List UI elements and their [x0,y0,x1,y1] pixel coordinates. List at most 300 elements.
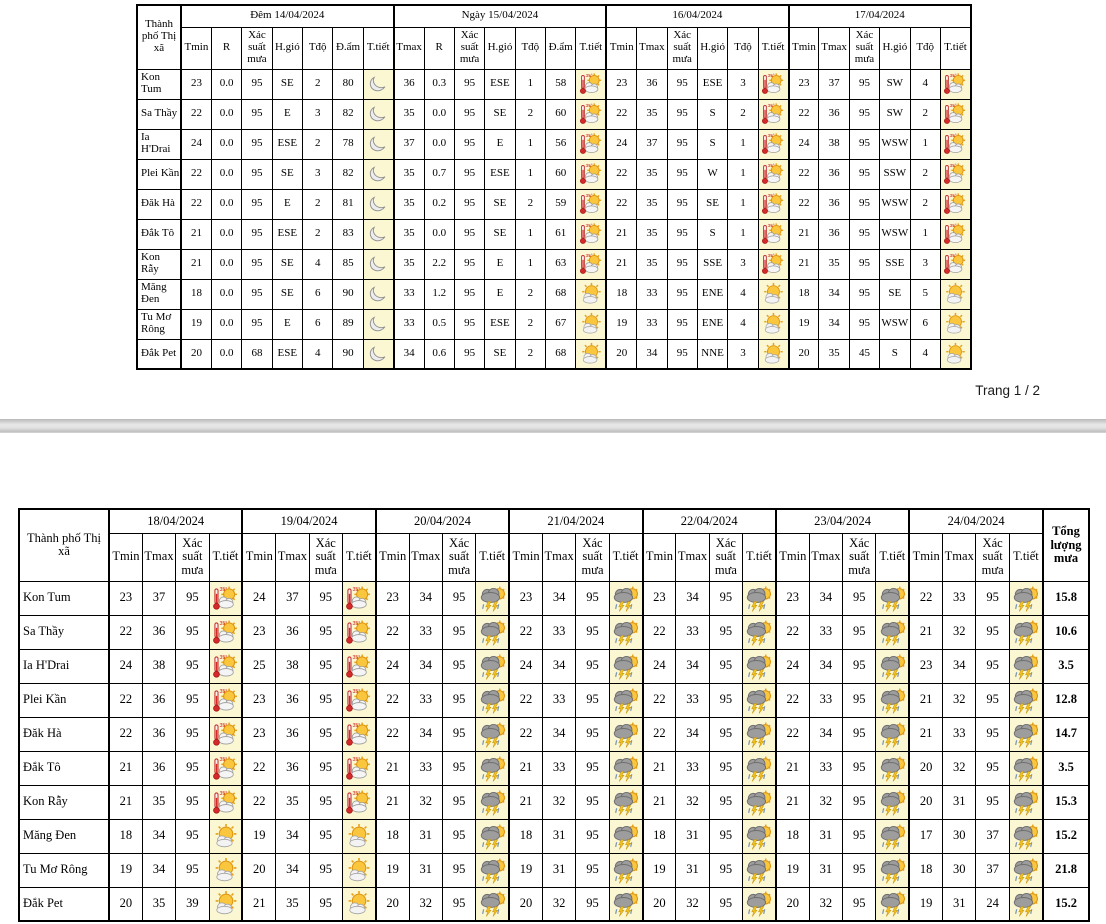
weather-cell [1009,683,1043,717]
value-cell: E [272,99,302,129]
thermometer-sun-cloud-icon [941,252,970,276]
column-header: Tmin [242,533,275,581]
weather-cell [209,717,242,751]
value-cell: 36 [276,615,309,649]
value-cell: E [272,189,302,219]
value-cell: 3 [910,249,940,279]
column-header: T.tiết [1009,533,1043,581]
thermometer-sun-cloud-icon [576,222,605,246]
value-cell: 95 [843,785,876,819]
value-cell: 19 [776,853,809,887]
value-cell: 22 [789,189,819,219]
value-cell: 21 [606,219,636,249]
value-cell: 31 [542,853,575,887]
thermometer-sun-cloud-icon [343,755,375,782]
value-cell: 22 [509,615,542,649]
value-cell: 21 [643,751,676,785]
total-rain-cell: 12.8 [1043,683,1089,717]
value-cell: SSE [880,249,910,279]
weather-cell [576,339,606,369]
value-cell: 19 [242,819,275,853]
value-cell: 95 [309,853,342,887]
value-cell: 1 [728,159,758,189]
value-cell: 95 [309,785,342,819]
value-cell: 2 [515,309,545,339]
value-cell: 31 [676,853,709,887]
value-cell: 1 [515,249,545,279]
weather-cell [940,309,971,339]
date-group-header: Đêm 14/04/2024 [181,5,394,27]
value-cell: 95 [667,99,697,129]
value-cell: 95 [454,219,484,249]
city-name-cell: Plei Kần [19,683,109,717]
value-cell: 2 [303,69,333,99]
column-header: Tmin [109,533,142,581]
thermometer-sun-cloud-icon [576,72,605,96]
forecast-table-page1 [136,4,972,370]
value-cell: 35 [394,159,424,189]
value-cell: 95 [667,339,697,369]
value-cell: 0.0 [424,99,454,129]
value-cell: SE [697,189,727,219]
value-cell: 21 [109,785,142,819]
value-cell: 22 [109,683,142,717]
city-name-cell: Sa Thầy [19,615,109,649]
value-cell: 0.0 [211,99,241,129]
value-cell: 95 [843,615,876,649]
svg-text:35°: 35° [352,620,361,627]
weather-cell [363,339,393,369]
weather-cell [758,99,788,129]
weather-cell [476,819,509,853]
value-cell: 32 [809,785,842,819]
column-header: H.gió [880,27,910,69]
value-cell: 95 [176,581,209,615]
table-row [19,581,1089,615]
storm-sun-rain-lightning-icon [876,585,908,612]
value-cell: 32 [676,887,709,921]
value-cell: 95 [242,279,272,309]
sun-behind-cloud-icon [759,342,788,366]
value-cell: 0.7 [424,159,454,189]
storm-sun-rain-lightning-icon [743,619,775,646]
column-header: R [211,27,241,69]
weather-cell [743,887,776,921]
thermometer-sun-cloud-icon [343,687,375,714]
city-name-cell: Đăk Hà [19,717,109,751]
value-cell: 60 [546,159,576,189]
weather-cell [342,853,375,887]
value-cell: 21 [789,219,819,249]
weather-cell [609,649,642,683]
value-cell: 95 [309,615,342,649]
weather-cell [576,279,606,309]
value-cell: 37 [142,581,175,615]
sun-behind-cloud-icon [576,312,605,336]
svg-text:35°: 35° [219,722,228,729]
thermometer-sun-cloud-icon [941,72,970,96]
thermometer-sun-cloud-icon [941,102,970,126]
weather-cell [342,751,375,785]
column-header: Xác suất mưa [667,27,697,69]
value-cell: 19 [376,853,409,887]
value-cell: 33 [676,615,709,649]
weather-cell [940,339,971,369]
value-cell: W [697,159,727,189]
value-cell: 20 [181,339,211,369]
value-cell: 95 [176,751,209,785]
value-cell: S [697,129,727,159]
value-cell: 24 [181,129,211,159]
column-header: Đ.ẩm [333,27,363,69]
value-cell: 39 [176,887,209,921]
value-cell: 1.2 [424,279,454,309]
value-cell: 22 [776,615,809,649]
weather-cell [342,683,375,717]
table-row [19,819,1089,853]
value-cell: 20 [109,887,142,921]
weather-cell [476,887,509,921]
table-row [137,69,971,99]
value-cell: 1 [728,219,758,249]
value-cell: 35 [637,249,667,279]
value-cell: 19 [509,853,542,887]
value-cell: 4 [910,339,940,369]
svg-text:35°: 35° [767,253,775,259]
svg-text:35°: 35° [585,73,593,79]
value-cell: 31 [809,853,842,887]
value-cell: SE [485,339,515,369]
value-cell: 95 [849,309,879,339]
thermometer-sun-cloud-icon [759,192,788,216]
value-cell: 21 [643,785,676,819]
value-cell: 95 [242,309,272,339]
column-header: Tđộ [728,27,758,69]
value-cell: 36 [142,751,175,785]
storm-sun-rain-lightning-icon [876,890,908,917]
value-cell: 33 [394,279,424,309]
value-cell: 18 [789,279,819,309]
value-cell: 34 [542,581,575,615]
value-cell: 20 [509,887,542,921]
storm-sun-rain-lightning-icon [610,687,642,714]
weather-cell [1009,751,1043,785]
value-cell: 32 [409,785,442,819]
value-cell: E [272,309,302,339]
weather-cell [476,615,509,649]
column-header: T.tiết [609,533,642,581]
weather-cell [940,279,971,309]
value-cell: 4 [728,279,758,309]
value-cell: ENE [697,279,727,309]
table-row [19,649,1089,683]
value-cell: 36 [142,615,175,649]
value-cell: 21 [909,615,942,649]
value-cell: 95 [309,581,342,615]
svg-text:35°: 35° [585,193,593,199]
value-cell: 2 [303,219,333,249]
value-cell: 23 [909,649,942,683]
sun-behind-cloud-icon [343,823,375,850]
weather-cell [758,159,788,189]
column-header: Tmin [606,27,636,69]
weather-cell [363,279,393,309]
value-cell: 2 [910,159,940,189]
value-cell: 67 [546,309,576,339]
value-cell: 24 [976,887,1009,921]
value-cell: 95 [976,717,1009,751]
value-cell: 95 [242,129,272,159]
value-cell: 24 [789,129,819,159]
value-cell: 95 [454,339,484,369]
value-cell: 95 [843,887,876,921]
value-cell: 4 [303,249,333,279]
value-cell: 24 [109,649,142,683]
city-name-cell: Sa Thầy [137,99,181,129]
weather-cell [758,69,788,99]
thermometer-sun-cloud-icon [759,162,788,186]
storm-sun-rain-lightning-icon [1010,755,1042,782]
value-cell: 36 [819,159,849,189]
weather-cell [743,683,776,717]
city-name-cell: Tu Mơ Rông [137,309,181,339]
storm-sun-rain-lightning-icon [610,585,642,612]
storm-sun-rain-lightning-icon [476,755,508,782]
value-cell: 34 [542,649,575,683]
column-header: Tmax [142,533,175,581]
weather-cell [363,69,393,99]
value-cell: 22 [109,615,142,649]
thermometer-sun-cloud-icon [210,755,242,782]
crescent-moon-icon [364,192,393,216]
value-cell: 2 [515,99,545,129]
value-cell: 0.2 [424,189,454,219]
weather-cell [876,581,909,615]
value-cell: ESE [485,159,515,189]
value-cell: 35 [394,99,424,129]
weather-cell [576,219,606,249]
storm-sun-rain-lightning-icon [743,857,775,884]
value-cell: 22 [376,615,409,649]
value-cell: ESE [272,339,302,369]
value-cell: 33 [637,309,667,339]
value-cell: 33 [409,615,442,649]
value-cell: 95 [442,819,475,853]
date-group-header: 22/04/2024 [643,509,776,533]
column-header: Xác suất mưa [976,533,1009,581]
storm-sun-rain-lightning-icon [743,653,775,680]
value-cell: 33 [809,615,842,649]
total-rain-cell: 15.2 [1043,819,1089,853]
value-cell: 95 [454,309,484,339]
crescent-moon-icon [364,252,393,276]
total-rain-cell: 14.7 [1043,717,1089,751]
value-cell: 38 [142,649,175,683]
svg-text:35°: 35° [219,688,228,695]
thermometer-sun-cloud-icon [210,619,242,646]
value-cell: 32 [943,683,976,717]
weather-cell [209,751,242,785]
value-cell: 95 [176,819,209,853]
storm-sun-rain-lightning-icon [743,755,775,782]
value-cell: 33 [809,751,842,785]
value-cell: 22 [606,99,636,129]
value-cell: 24 [242,581,275,615]
value-cell: 95 [576,615,609,649]
weather-cell [476,717,509,751]
storm-sun-rain-lightning-icon [876,789,908,816]
svg-text:35°: 35° [767,193,775,199]
sun-behind-cloud-icon [759,312,788,336]
value-cell: 34 [142,819,175,853]
city-name-cell: Đắk Pet [19,887,109,921]
value-cell: 95 [849,279,879,309]
value-cell: 95 [454,249,484,279]
date-group-header: 20/04/2024 [376,509,509,533]
value-cell: 0.0 [211,249,241,279]
value-cell: 18 [181,279,211,309]
value-cell: 95 [667,189,697,219]
weather-cell [576,129,606,159]
value-cell: 18 [109,819,142,853]
column-header: Tmin [509,533,542,581]
weather-cell [576,249,606,279]
value-cell: 34 [409,649,442,683]
value-cell: 95 [709,683,742,717]
total-rain-cell: 3.5 [1043,751,1089,785]
thermometer-sun-cloud-icon [576,132,605,156]
column-header: Tđộ [303,27,333,69]
column-header: T.tiết [363,27,393,69]
sun-behind-cloud-icon [343,857,375,884]
storm-sun-rain-lightning-icon [610,823,642,850]
weather-cell [209,581,242,615]
column-header: Đ.ẩm [546,27,576,69]
value-cell: 95 [442,751,475,785]
city-name-cell: Ia H'Drai [19,649,109,683]
weather-cell [342,717,375,751]
value-cell: 21 [181,249,211,279]
weather-cell [1009,819,1043,853]
table-row [137,339,971,369]
value-cell: 21 [909,683,942,717]
value-cell: 19 [643,853,676,887]
value-cell: 37 [394,129,424,159]
value-cell: 33 [809,683,842,717]
value-cell: 85 [333,249,363,279]
value-cell: 21 [909,717,942,751]
storm-sun-rain-lightning-icon [743,721,775,748]
value-cell: 68 [242,339,272,369]
sun-behind-cloud-icon [941,282,970,306]
value-cell: 95 [309,649,342,683]
weather-cell [342,649,375,683]
value-cell: 35 [819,339,849,369]
value-cell: SW [880,69,910,99]
column-header: Tđộ [910,27,940,69]
value-cell: 95 [176,717,209,751]
value-cell: 95 [976,581,1009,615]
value-cell: 21 [242,887,275,921]
value-cell: 36 [276,751,309,785]
value-cell: 95 [667,219,697,249]
value-cell: 31 [676,819,709,853]
value-cell: 95 [843,853,876,887]
value-cell: 95 [442,717,475,751]
weather-cell [1009,785,1043,819]
weather-cell [876,683,909,717]
value-cell: 82 [333,99,363,129]
value-cell: 22 [242,751,275,785]
weather-cell [1009,581,1043,615]
value-cell: 33 [394,309,424,339]
value-cell: 95 [843,649,876,683]
value-cell: 95 [843,819,876,853]
value-cell: 95 [454,69,484,99]
value-cell: 2 [515,189,545,219]
thermometer-sun-cloud-icon [759,252,788,276]
value-cell: 95 [576,581,609,615]
value-cell: 61 [546,219,576,249]
value-cell: 95 [709,785,742,819]
weather-cell [363,249,393,279]
value-cell: 95 [976,649,1009,683]
value-cell: 1 [515,129,545,159]
table-row [137,279,971,309]
value-cell: 18 [643,819,676,853]
column-header: Tmax [409,533,442,581]
weather-cell [758,249,788,279]
weather-cell [876,785,909,819]
value-cell: 33 [637,279,667,309]
value-cell: WSW [880,219,910,249]
column-header: Xác suất mưa [454,27,484,69]
value-cell: 34 [943,649,976,683]
crescent-moon-icon [364,312,393,336]
value-cell: SE [485,189,515,219]
weather-cell [476,853,509,887]
date-group-header: 21/04/2024 [509,509,642,533]
value-cell: 80 [333,69,363,99]
value-cell: SE [485,219,515,249]
weather-cell [476,581,509,615]
value-cell: 1 [910,129,940,159]
value-cell: 22 [509,717,542,751]
value-cell: 95 [667,129,697,159]
value-cell: 3 [728,69,758,99]
value-cell: ENE [697,309,727,339]
value-cell: 31 [542,819,575,853]
value-cell: 35 [819,249,849,279]
weather-cell [342,819,375,853]
value-cell: 22 [181,159,211,189]
thermometer-sun-cloud-icon [343,789,375,816]
svg-text:35°: 35° [950,253,958,259]
value-cell: 22 [643,683,676,717]
column-header: Tmax [394,27,424,69]
value-cell: 95 [849,69,879,99]
value-cell: 34 [676,717,709,751]
value-cell: 34 [676,649,709,683]
value-cell: 22 [181,99,211,129]
value-cell: 95 [976,751,1009,785]
value-cell: 1 [515,159,545,189]
value-cell: 18 [376,819,409,853]
weather-cell [940,189,971,219]
storm-sun-rain-lightning-icon [876,755,908,782]
value-cell: 22 [109,717,142,751]
value-cell: 36 [394,69,424,99]
